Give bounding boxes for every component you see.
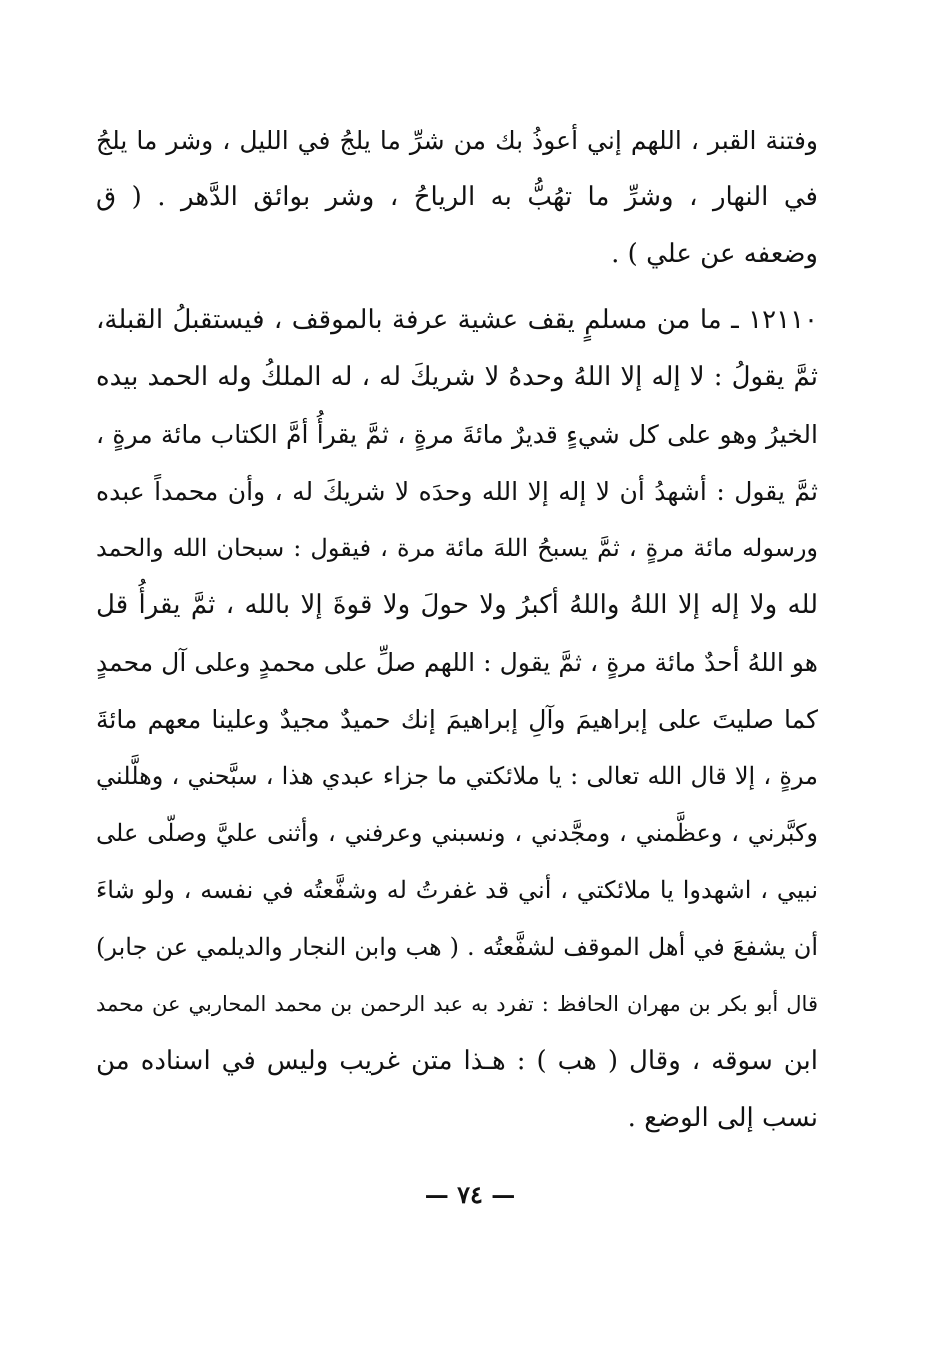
text-line: وفتنة القبر ، اللهم إني أعوذُ بك من شرِّ ما يلجُ في الليل ، وشر ما يلجُ [96, 126, 818, 155]
text-line: نسب إلى الوضع . [627, 1103, 818, 1133]
text-line: نبيي ، اشهدوا يا ملائكتي ، أني قد غفرتُ له وشفَّعتُه في نفسه ، ولو شاءَ [96, 876, 818, 904]
paragraph-continuation [96, 112, 818, 283]
text-line: ثمَّ يقولُ : لا إله إلا اللهُ وحدهُ لا شريكَ له ، له الملكُ وله الحمد بيده [96, 362, 818, 392]
text-line: قال أبو بكر بن مهران الحافظ : تفرد به عبد الرحمن بن محمد المحاربي عن محمد [96, 992, 818, 1016]
text-line: لله ولا إله إلا اللهُ واللهُ أكبرُ ولا حولَ ولا قوةَ إلا بالله ، ثمَّ يقرأُ قل [96, 590, 818, 620]
text-line: ١٢١١٠ ـ ما من مسلمٍ يقف عشية عرفة بالموقف ، فيستقبلُ القبلة، [96, 305, 818, 335]
text-line: وكبَّرني ، وعظَّمني ، ومجَّدني ، ونسبني وعرفني ، وأثنى عليَّ وصلّى على [96, 819, 818, 847]
text-line: هو اللهُ أحدٌ مائة مرةٍ ، ثمَّ يقول : اللهم صلِّ على محمدٍ وعلى آل محمدٍ [96, 648, 818, 677]
text-line: ورسوله مائة مرةٍ ، ثمَّ يسبحُ اللهَ مائة مرة ، فيقول : سبحان الله والحمد [96, 534, 818, 562]
text-line: في النهار ، وشرِّ ما تهُبُّ به الرياحُ ، وشر بوائق الدَّهر . ( ق [96, 182, 818, 212]
text-line: وضعفه عن علي ) . [611, 239, 818, 269]
text-line: كما صليتَ على إبراهيمَ وآلِ إبراهيمَ إنك حميدٌ مجيدٌ وعلينا معهم مائةَ [96, 705, 818, 734]
page-number: — ٧٤ — [424, 1180, 516, 1209]
text-line: ابن سوقه ، وقال ( هب ) : هـذا متن غريب وليس في اسناده من [96, 1046, 818, 1076]
text-line: أن يشفعَ في أهل الموقف لشفَّعتُه . ( هب وابن النجار والديلمي عن جابر) [96, 933, 818, 961]
text-line: ثمَّ يقول : أشهدُ أن لا إله إلا الله وحدَه لا شريكَ له ، وأن محمداً عبده [96, 477, 818, 506]
text-line: الخيرُ وهو على كل شيءٍ قديرٌ مائةَ مرةٍ ، ثمَّ يقرأُ أمَّ الكتاب مائة مرةٍ ، [96, 420, 818, 449]
hadith-12110-paragraph [96, 292, 818, 1147]
text-line: مرةٍ ، إلا قال الله تعالى : يا ملائكتي ما جزاء عبدي هذا ، سبَّحني ، وهلَّلني [96, 762, 818, 790]
